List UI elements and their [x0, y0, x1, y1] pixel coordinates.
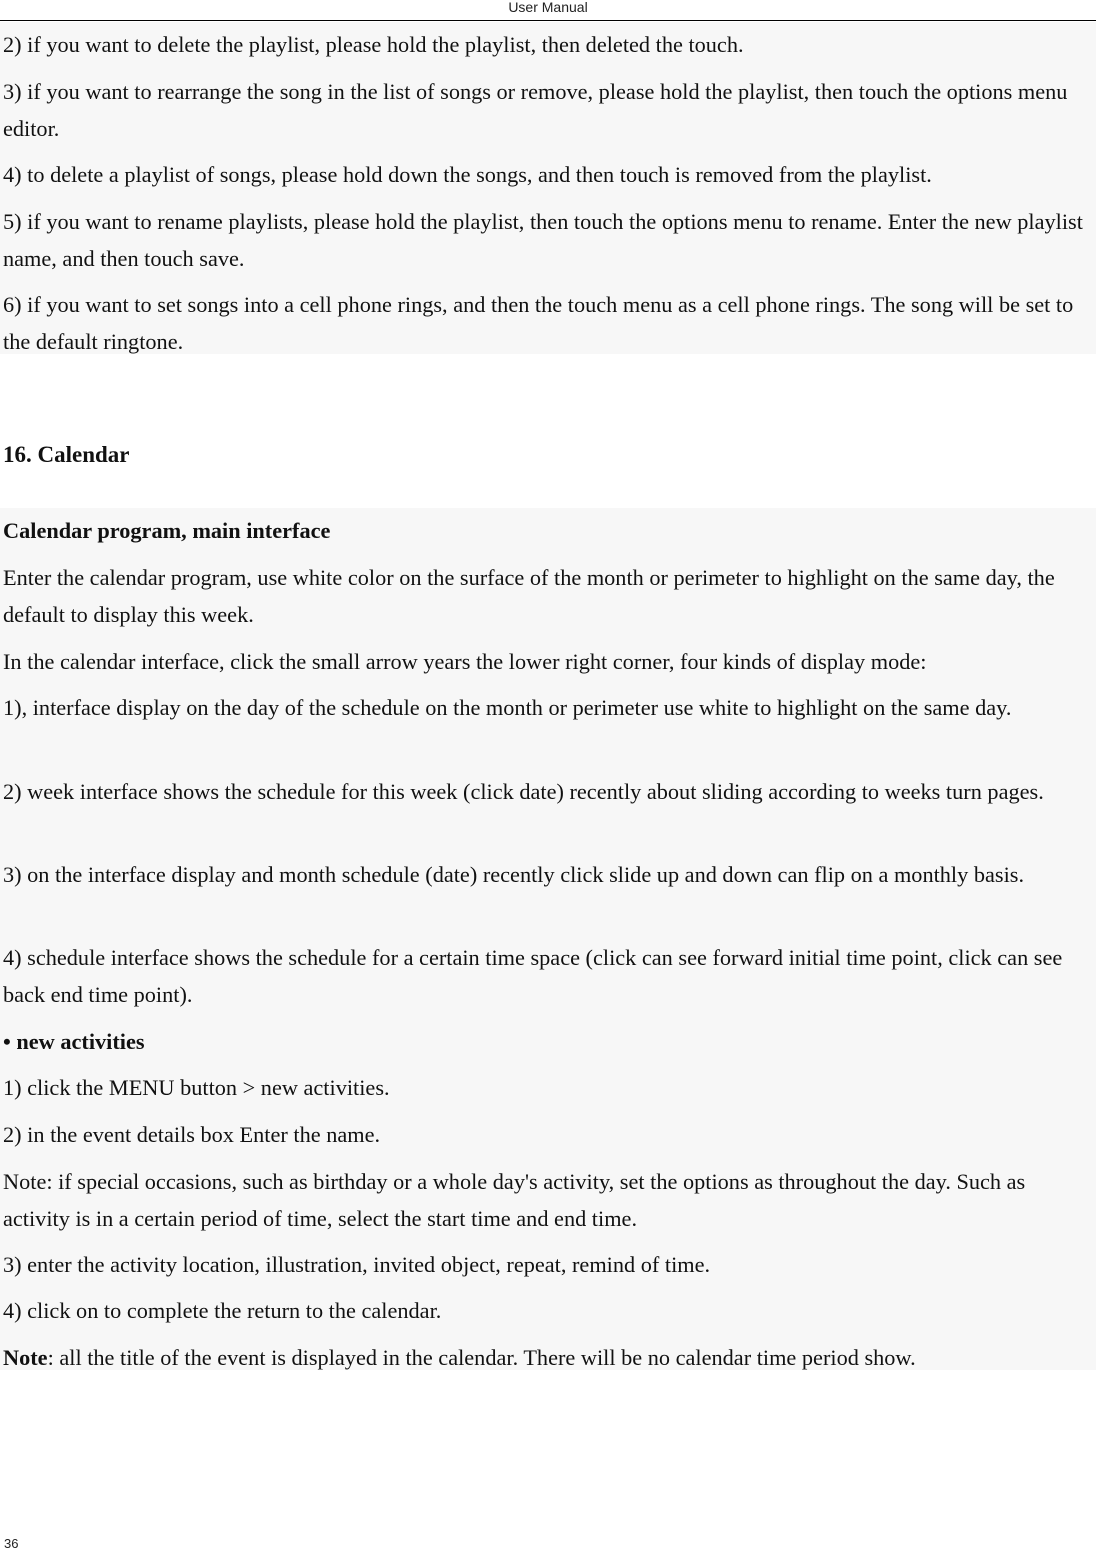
- new-activities-heading: • new activities: [3, 1029, 145, 1054]
- calendar-intro-paragraph: Enter the calendar program, use white color on the surface of the month or perimeter to highlight on the same day, the default to display this week.: [3, 565, 1055, 627]
- note-text: : all the title of the event is displayed in the calendar. There will be no calendar time period show.: [47, 1345, 916, 1370]
- header-title: User Manual: [508, 0, 588, 15]
- note-label: Note: [3, 1345, 48, 1370]
- page-number: 36: [4, 1536, 19, 1551]
- display-mode-day: 1), interface display on the day of the schedule on the month or perimeter use white to highlight on the same day.: [3, 695, 1012, 720]
- running-header: [0, 0, 1096, 21]
- calendar-title-note: [3, 1339, 1093, 1376]
- calendar-display-modes-intro: In the calendar interface, click the small arrow years the lower right corner, four kinds of display mode:: [3, 649, 927, 674]
- calendar-subheading: Calendar program, main interface: [3, 518, 331, 543]
- display-mode-week: 2) week interface shows the schedule for this week (click date) recently about sliding according to weeks turn pages.: [3, 779, 1044, 804]
- new-activity-step-3: 3) enter the activity location, illustration, invited object, repeat, remind of time.: [3, 1252, 711, 1277]
- display-mode-schedule: 4) schedule interface shows the schedule for a certain time space (click can see forward initial time point, click can see back end time point).: [3, 945, 1063, 1007]
- new-activity-step-1: 1) click the MENU button > new activities.: [3, 1075, 390, 1100]
- playlist-step-2: 2) if you want to delete the playlist, please hold the playlist, then deleted the touch.: [3, 32, 744, 57]
- new-activity-step-4: 4) click on to complete the return to the calendar.: [3, 1298, 442, 1323]
- new-activity-note: Note: if special occasions, such as birthday or a whole day's activity, set the options as throughout the day. Such as activity is in a certain period of time, select the start time and end time.: [3, 1169, 1026, 1231]
- playlist-step-6: 6) if you want to set songs into a cell phone rings, and then the touch menu as a cell phone rings. The song will be set to the default ringtone.: [3, 292, 1074, 354]
- new-activity-step-2: 2) in the event details box Enter the name.: [3, 1122, 381, 1147]
- playlist-step-5: 5) if you want to rename playlists, please hold the playlist, then touch the options menu to rename. Enter the new playlist name, and then touch save.: [3, 209, 1083, 271]
- section-heading-calendar: 16. Calendar: [3, 442, 130, 467]
- playlist-step-4: 4) to delete a playlist of songs, please hold down the songs, and then touch is removed from the playlist.: [3, 162, 932, 187]
- playlist-step-3: 3) if you want to rearrange the song in the list of songs or remove, please hold the playlist, then touch the options menu editor.: [3, 79, 1068, 141]
- display-mode-month: 3) on the interface display and month schedule (date) recently click slide up and down can flip on a monthly basis.: [3, 862, 1025, 887]
